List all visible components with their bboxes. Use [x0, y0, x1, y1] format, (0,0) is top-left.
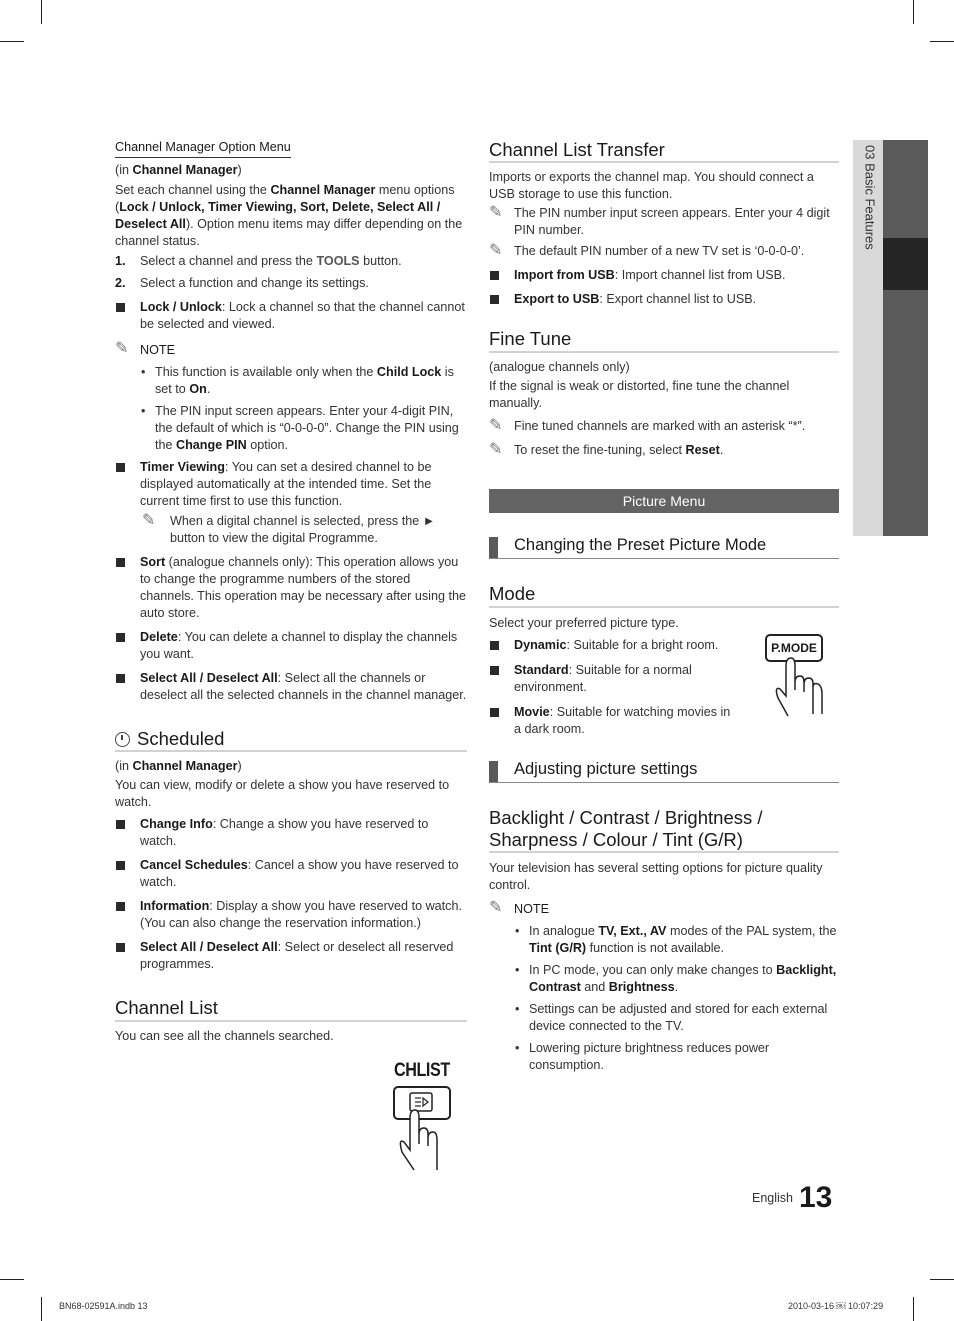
transfer-note: ✎ The PIN number input screen appears. Enter your 4 digit PIN number.	[489, 204, 830, 238]
side-tab-dark	[883, 140, 928, 536]
crop-mark	[930, 41, 954, 42]
timer-viewing-item: Timer Viewing: You can set a desired channel to be displayed automatically at the intended time. Set the current time first to use this function.	[115, 459, 467, 510]
transfer-note: ✎ The default PIN number of a new TV set is ‘0-0-0-0’.	[489, 243, 839, 260]
channel-list-transfer-heading: Channel List Transfer	[489, 139, 839, 163]
pmode-label: P.MODE	[771, 641, 817, 655]
standard-item: Standard: Suitable for a normal environment.	[489, 662, 739, 696]
side-tab-marker	[883, 238, 928, 290]
scheduled-intro: You can view, modify or delete a show you have reserved to watch.	[115, 778, 450, 810]
pencil-note-icon: ✎	[142, 512, 156, 529]
note-bullet: • Settings can be adjusted and stored for each external device connected to the TV.	[489, 1001, 839, 1035]
chlist-label: CHLIST	[394, 1060, 450, 1081]
note-bullet: • This function is available only when the Child Lock is set to On.	[115, 364, 467, 398]
fine-tune-text: If the signal is weak or distorted, fine tune the channel manually.	[489, 378, 790, 410]
fine-tune-sub: (analogue channels only)	[489, 359, 630, 374]
pencil-note-icon: ✎	[489, 898, 503, 916]
crop-mark	[913, 0, 914, 24]
option-menu-intro: Set each channel using the Channel Manager menu options (Lock / Unlock, Timer Viewing, Sort, Delete, Select All / Deselect All). Option menu items may differ depending on the channel status.	[115, 183, 463, 248]
adjusting-picture-heading: Adjusting picture settings	[489, 760, 839, 784]
channel-list-heading: Channel List	[115, 997, 467, 1021]
clock-icon	[115, 732, 130, 747]
crop-mark	[0, 1279, 24, 1280]
channel-list-text: You can see all the channels searched.	[115, 1028, 334, 1043]
export-item: Export to USB: Export channel list to USB.	[489, 291, 839, 308]
note-bullet: • Lowering picture brightness reduces power consumption.	[489, 1040, 839, 1074]
fine-tune-note: ✎ Fine tuned channels are marked with an asterisk “*”.	[489, 418, 839, 435]
pencil-note-icon: ✎	[115, 340, 129, 357]
step-2: 2. Select a function and change its settings.	[115, 276, 369, 290]
chapter-label: 03 Basic Features	[862, 145, 878, 250]
crop-mark	[41, 0, 42, 24]
page-number: English 13	[752, 1181, 833, 1214]
mode-text: Select your preferred picture type.	[489, 615, 679, 630]
scheduled-heading: Scheduled	[115, 728, 467, 752]
sched-select-all-item: Select All / Deselect All: Select or deselect all reserved programmes.	[115, 939, 467, 973]
pencil-note-icon: ✎	[489, 204, 503, 222]
select-all-item: Select All / Deselect All: Select all the channels or deselect all the selected channels in the channel manager.	[115, 670, 467, 704]
left-column	[115, 139, 467, 1045]
note-heading: ✎ NOTE	[115, 342, 467, 359]
cancel-schedules-item: Cancel Schedules: Cancel a show you have reserved to watch.	[115, 857, 467, 891]
mode-heading: Mode	[489, 583, 839, 607]
note-bullet: • In PC mode, you can only make changes to Backlight, Contrast and Brightness.	[489, 962, 839, 996]
note-bullet: • The PIN input screen appears. Enter your 4-digit PIN, the default of which is “0-0-0-0”. Change the PIN using the Change PIN option.	[115, 403, 467, 454]
preset-picture-mode-heading: Changing the Preset Picture Mode	[489, 536, 839, 560]
sort-item: Sort (analogue channels only): This operation allows you to change the programme numbers of the stored channels. This operation may be necessary after using the auto store.	[115, 554, 467, 622]
note-bullet: • In analogue TV, Ext., AV modes of the PAL system, the Tint (G/R) function is not available.	[489, 923, 839, 957]
crop-mark	[0, 41, 24, 42]
fine-tune-note: ✎ To reset the fine-tuning, select Reset.	[489, 442, 839, 459]
import-item: Import from USB: Import channel list from USB.	[489, 267, 839, 284]
pmode-remote-illustration	[764, 632, 830, 718]
in-channel-manager: (in Channel Manager)	[115, 759, 242, 774]
information-item: Information: Display a show you have reserved to watch. (You can also change the reservation information.)	[115, 898, 467, 932]
crop-mark	[930, 1279, 954, 1280]
footer-file: BN68-02591A.indb 13	[59, 1301, 148, 1311]
picture-menu-bar: Picture Menu	[489, 489, 839, 513]
crop-mark	[913, 1297, 914, 1321]
note-heading: ✎ NOTE	[489, 901, 839, 918]
option-menu-title: Channel Manager Option Menu	[115, 139, 467, 158]
delete-item: Delete: You can delete a channel to display the channels you want.	[115, 629, 467, 663]
transfer-text: Imports or exports the channel map. You should connect a USB storage to use this function.	[489, 170, 814, 202]
lock-unlock-item: Lock / Unlock: Lock a channel so that the channel cannot be selected and viewed.	[115, 299, 467, 333]
right-column	[489, 139, 839, 1074]
movie-item: Movie: Suitable for watching movies in a dark room.	[489, 704, 739, 738]
pencil-note-icon: ✎	[489, 242, 503, 260]
pencil-note-icon: ✎	[489, 416, 503, 434]
footer-date: 2010-03-16 ￼ 10:07:29	[788, 1301, 884, 1311]
backlight-heading: Backlight / Contrast / Brightness / Sharpness / Colour / Tint (G/R)	[489, 807, 839, 853]
chlist-remote-illustration	[388, 1058, 458, 1174]
change-info-item: Change Info: Change a show you have reserved to watch.	[115, 816, 467, 850]
backlight-text: Your television has several setting options for picture quality control.	[489, 860, 823, 892]
in-channel-manager: (in Channel Manager)	[115, 163, 242, 177]
timer-note: ✎ When a digital channel is selected, press the ► button to view the digital Programme.	[142, 512, 436, 545]
fine-tune-heading: Fine Tune	[489, 328, 839, 352]
crop-mark	[41, 1297, 42, 1321]
hand-pointing-icon	[764, 632, 830, 718]
step-1: 1. Select a channel and press the TOOLS button.	[115, 254, 402, 268]
pencil-note-icon: ✎	[489, 440, 503, 458]
hand-pointing-icon	[388, 1058, 458, 1174]
dynamic-item: Dynamic: Suitable for a bright room.	[489, 637, 739, 654]
